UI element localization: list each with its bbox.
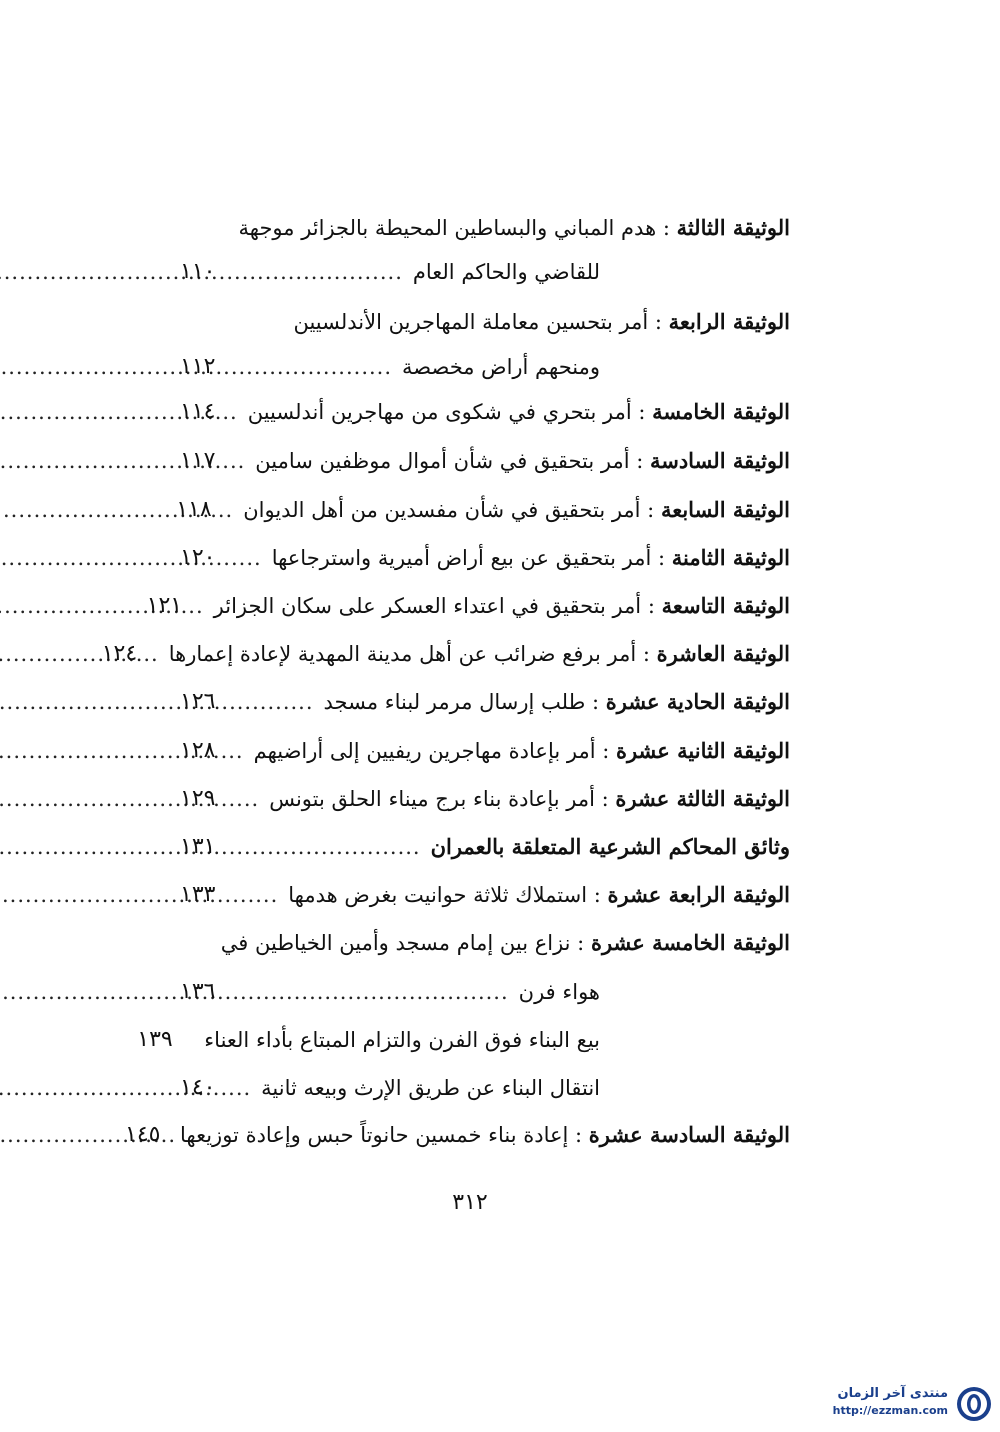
toc-title	[402, 347, 790, 387]
toc-leader-dots	[227, 682, 324, 722]
toc-text: : أمر برفع ضرائب عن أهل مدينة المهدية لإعادة إعمارها	[168, 642, 657, 666]
toc-page-number: ١٢٠	[180, 545, 216, 570]
toc-title	[519, 972, 790, 1012]
toc-page-number: ١٢٤	[101, 641, 138, 666]
toc-entry-3-line1	[180, 208, 790, 248]
toc-page-number: ١١٤	[180, 399, 216, 424]
toc-label: الوثيقة الثامنة	[671, 545, 790, 570]
toc-page-number: ١٤٥	[125, 1122, 161, 1147]
toc-text: : أمر بإعادة مهاجرين ريفيين إلى أراضيهم	[253, 739, 616, 763]
toc-title	[248, 392, 790, 432]
toc-title	[169, 634, 790, 674]
toc-entry-8	[180, 538, 790, 578]
toc-title	[293, 302, 790, 342]
toc-text: : أمر بتحقيق عن بيع أراض أميرية واسترجاعها	[271, 546, 672, 570]
toc-title	[272, 538, 790, 578]
toc-leader-dots	[223, 490, 243, 530]
toc-title	[413, 252, 790, 292]
toc-entry-12	[180, 731, 790, 771]
toc-entry-15-sub1	[180, 972, 790, 1012]
toc-page-number: ١٣٦	[180, 979, 216, 1004]
toc-label: الوثيقة الحادية عشرة	[605, 689, 790, 714]
toc-page-number: ١٣٣	[180, 882, 216, 907]
toc-title	[180, 1115, 790, 1155]
toc-text: ومنحهم أراض مخصصة	[402, 355, 600, 379]
toc-leader-dots	[227, 779, 269, 819]
toc-label: الوثيقة الثانية عشرة	[615, 738, 790, 763]
toc-label: الوثيقة السادسة عشرة	[588, 1122, 790, 1147]
toc-title	[239, 208, 790, 248]
toc-title	[324, 682, 790, 722]
toc-text: : أمر بتحقيق في اعتداء العسكر على سكان الجزائر	[213, 594, 662, 618]
toc-text: هواء فرن	[518, 980, 600, 1004]
toc-text: : إعادة بناء خمسين حانوتاً حبس وإعادة توزيعها	[180, 1123, 589, 1147]
toc-text: : أمر بتحري في شكوى من مهاجرين أندلسيين	[247, 400, 653, 424]
toc-title	[431, 827, 790, 867]
toc-page-number: ١١٨	[176, 497, 212, 522]
toc-title	[269, 779, 790, 819]
toc-leader-dots	[227, 347, 402, 387]
toc-entry-14	[180, 875, 790, 915]
toc-text: : أمر بإعادة بناء برج ميناء الحلق بتونس	[269, 787, 616, 811]
toc-entry-10	[101, 634, 790, 674]
toc-leader-dots	[227, 972, 519, 1012]
toc-entry-5	[180, 392, 790, 432]
toc-page-number: ١٢٨	[180, 738, 216, 763]
toc-entry-9	[146, 586, 790, 626]
toc-page-number: ١٢٦	[180, 689, 216, 714]
toc-text: انتقال البناء عن طريق الإرث وبيعه ثانية	[261, 1076, 600, 1100]
toc-leader-dots	[172, 1115, 180, 1155]
toc-leader-dots	[227, 538, 272, 578]
toc-label: وثائق المحاكم الشرعية المتعلقة بالعمران	[430, 834, 790, 859]
toc-page-number: ١١٢	[180, 354, 216, 379]
toc-page-number: ١٤٠	[180, 1075, 216, 1100]
toc-entry-4-line1	[180, 302, 790, 342]
page-number: ٣١٢	[452, 1190, 488, 1215]
toc-label: الوثيقة السادسة	[649, 448, 790, 473]
toc-label: الوثيقة العاشرة	[656, 641, 790, 666]
toc-label: الوثيقة الرابعة	[668, 309, 790, 334]
toc-entry-16	[125, 1115, 790, 1155]
toc-entry-15-line1	[180, 923, 790, 963]
toc-text: : طلب إرسال مرمر لبناء مسجد	[323, 690, 606, 714]
toc-entry-13	[180, 779, 790, 819]
toc-text: : أمر بتحقيق في شأن مفسدين من أهل الديوان	[243, 498, 661, 522]
site-watermark[interactable]	[806, 1384, 992, 1424]
toc-leader-dots	[227, 1068, 261, 1108]
toc-leader-dots	[227, 392, 248, 432]
toc-entry-7	[176, 490, 790, 530]
toc-text: : نزاع بين إمام مسجد وأمين الخياطين في	[220, 931, 591, 955]
toc-label: الوثيقة الثالثة	[676, 215, 790, 240]
toc-page-number: ١٢١	[146, 593, 183, 618]
toc-entry-3-line2	[180, 252, 790, 292]
toc-label: الوثيقة السابعة	[660, 497, 790, 522]
toc-page-number: ١٣٩	[137, 1027, 173, 1052]
toc-leader-dots	[227, 827, 431, 867]
toc-entry-15-sub3	[180, 1068, 790, 1108]
toc-leader-dots	[194, 586, 214, 626]
watermark-url[interactable]: http://ezzman.com	[832, 1404, 948, 1417]
toc-leader-dots	[227, 731, 254, 771]
toc-title	[255, 441, 790, 481]
toc-label: الوثيقة الرابعة عشرة	[607, 882, 790, 907]
toc-text: : أمر بتحسين معاملة المهاجرين الأندلسيين	[293, 310, 669, 334]
toc-title	[221, 923, 790, 963]
toc-text: : أمر بتحقيق في شأن أموال موظفين سامين	[255, 449, 650, 473]
toc-text: بيع البناء فوق الفرن والتزام المبتاع بأداء العناء	[204, 1028, 600, 1052]
toc-page-number: ١٣١	[180, 834, 216, 859]
toc-label: الوثيقة التاسعة	[661, 593, 790, 618]
forum-logo-icon	[956, 1386, 992, 1422]
toc-title	[214, 586, 790, 626]
toc-leader-dots	[149, 634, 169, 674]
toc-label: الوثيقة الثالثة عشرة	[615, 786, 790, 811]
toc-entry-6	[180, 441, 790, 481]
toc-entry-15-sub2	[137, 1020, 790, 1060]
toc-label: الوثيقة الخامسة	[652, 399, 790, 424]
toc-leader-dots	[227, 875, 288, 915]
toc-text: للقاضي والحاكم العام	[412, 260, 600, 284]
toc-leader-dots	[227, 441, 255, 481]
toc-page-number: ١١٠	[180, 259, 216, 284]
toc-text: : استملاك ثلاثة حوانيت بغرض هدمها	[288, 883, 608, 907]
toc-text: : هدم المباني والبساطين المحيطة بالجزائر موجهة	[238, 216, 677, 240]
toc-title	[243, 490, 790, 530]
toc-section-court-documents	[180, 827, 790, 867]
toc-title	[261, 1068, 790, 1108]
toc-entry-11	[180, 682, 790, 722]
toc-leader-dots	[227, 252, 413, 292]
toc-page-number: ١٢٩	[180, 786, 216, 811]
toc-title	[288, 875, 790, 915]
toc-entry-4-line2	[180, 347, 790, 387]
watermark-title: منتدى آخر الزمان	[837, 1386, 948, 1401]
toc-page-number: ١١٧	[180, 448, 216, 473]
toc-title	[254, 731, 790, 771]
toc-title	[204, 1020, 790, 1060]
toc-label: الوثيقة الخامسة عشرة	[590, 930, 790, 955]
